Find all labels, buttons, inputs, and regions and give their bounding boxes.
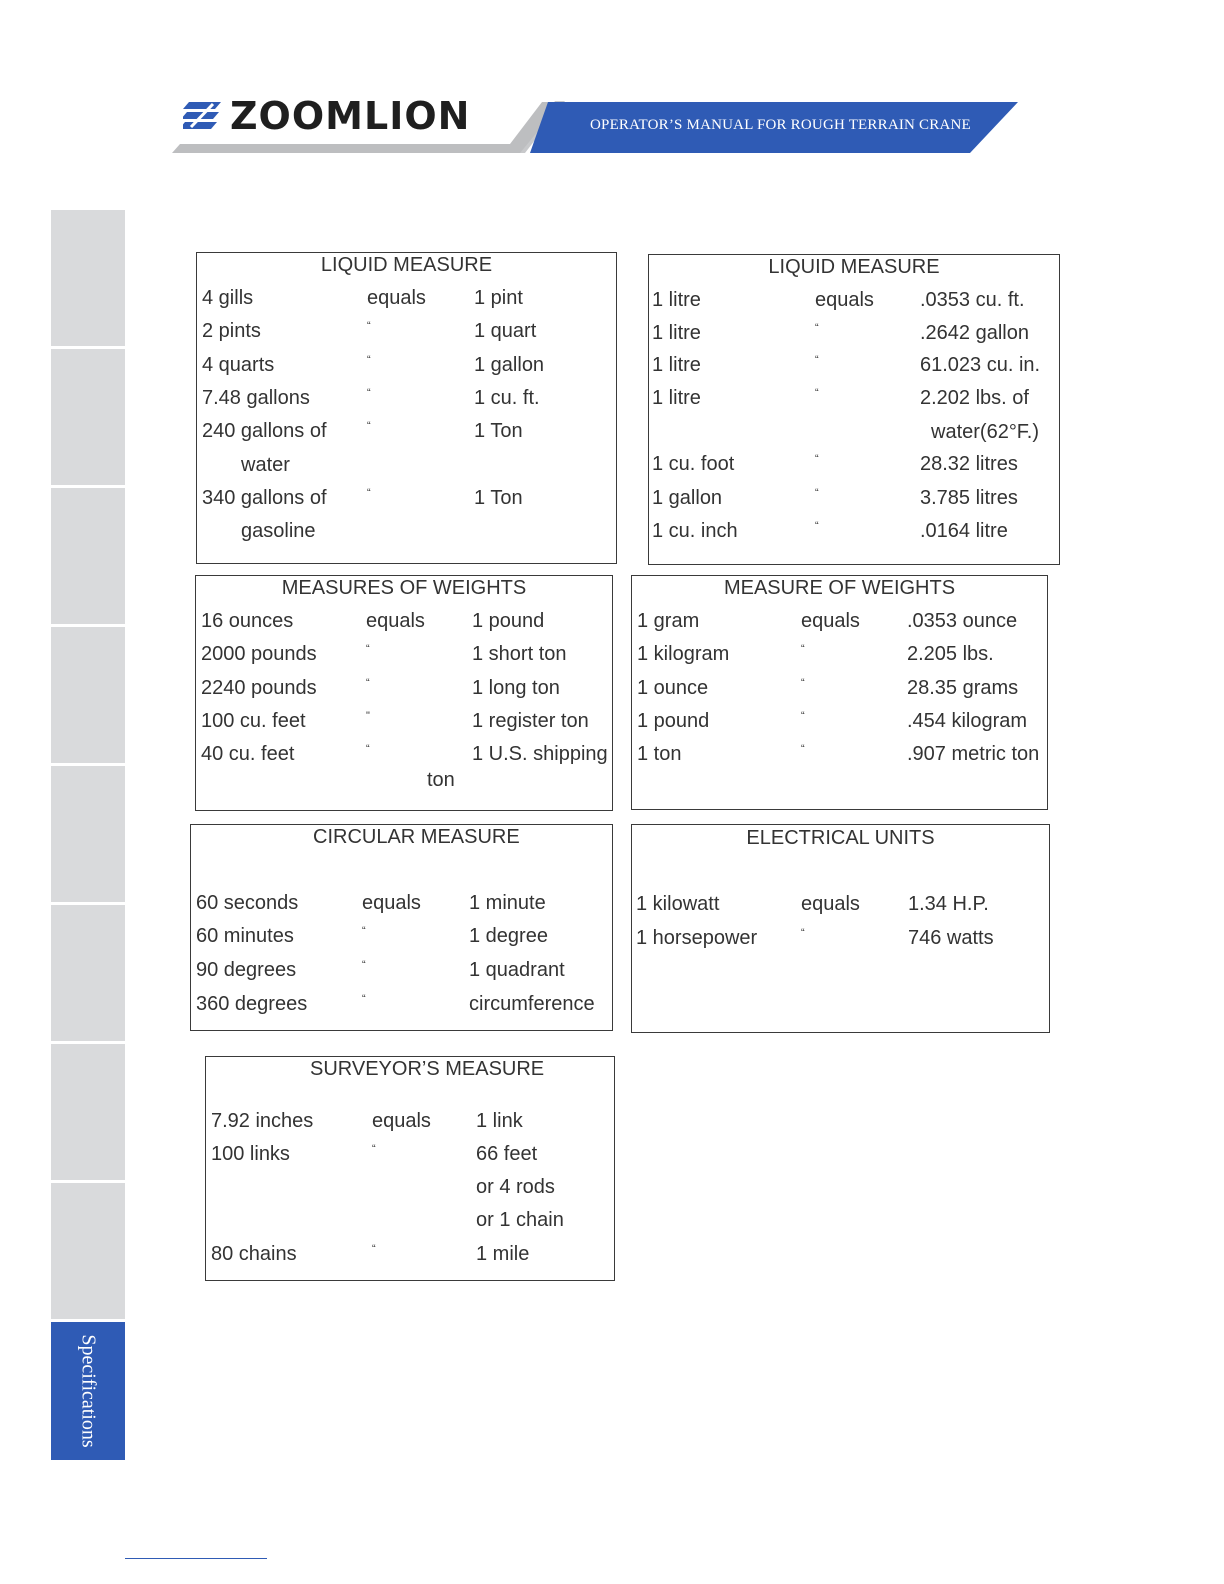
cell: 61.023 cu. in. — [920, 354, 1041, 376]
chapter-tab[interactable] — [51, 1044, 125, 1180]
cell: “ — [366, 743, 370, 755]
cell: water — [241, 454, 290, 476]
cell: or 1 chain — [476, 1209, 564, 1231]
cell: 7.48 gallons — [202, 387, 310, 409]
cell: 1 pint — [474, 287, 523, 309]
logo-text: ZOOMLION — [230, 94, 471, 138]
cell: 1 cu. ft. — [474, 387, 540, 409]
cell: .454 kilogram — [907, 710, 1028, 732]
cell: .0353 cu. ft. — [920, 289, 1025, 311]
cell: 1 short ton — [472, 643, 567, 665]
cell: 2 pints — [202, 320, 261, 342]
cell: “ — [372, 1143, 376, 1155]
cell: “ — [362, 925, 366, 937]
cell: “ — [815, 520, 819, 532]
cell: equals — [366, 610, 425, 632]
cell: 3.785 litres — [920, 487, 1018, 509]
cell: equals — [367, 287, 426, 309]
cell: .0353 ounce — [907, 610, 1018, 632]
cell: “ — [372, 1243, 376, 1255]
cell: gasoline — [241, 520, 316, 542]
cell: " — [366, 710, 370, 722]
cell: equals — [372, 1110, 431, 1132]
cell: “ — [367, 320, 371, 332]
cell: “ — [366, 677, 370, 689]
cell: 1 quadrant — [469, 959, 565, 981]
cell: “ — [367, 420, 371, 432]
cell: 40 cu. feet — [201, 743, 295, 765]
cell: “ — [801, 743, 805, 755]
chapter-tab-label: Specifications — [77, 1334, 100, 1448]
cell: 1 link — [476, 1110, 523, 1132]
cell: equals — [801, 610, 860, 632]
cell: 1 pound — [637, 710, 710, 732]
cell: water(62°F.) — [931, 421, 1040, 443]
cell: “ — [366, 643, 370, 655]
footer-rule — [125, 1558, 267, 1559]
cell: 1 Ton — [474, 487, 523, 509]
table-title: LIQUID MEASURE — [768, 256, 940, 278]
cell: equals — [362, 892, 421, 914]
cell: 2.205 lbs. — [907, 643, 994, 665]
chapter-tab[interactable] — [51, 766, 125, 902]
cell: 1 horsepower — [636, 927, 758, 949]
zoomlion-logo-icon — [183, 100, 223, 132]
cell: 1 cu. foot — [652, 453, 735, 475]
cell: 1.34 H.P. — [908, 893, 989, 915]
cell: “ — [815, 387, 819, 399]
cell: 7.92 inches — [211, 1110, 314, 1132]
table-title: MEASURES OF WEIGHTS — [281, 577, 527, 599]
cell: “ — [801, 677, 805, 689]
manual-title: OPERATOR’S MANUAL FOR ROUGH TERRAIN CRANE — [590, 117, 971, 133]
cell: equals — [815, 289, 874, 311]
cell: 16 ounces — [201, 610, 294, 632]
cell: 100 cu. feet — [201, 710, 306, 732]
chapter-tab[interactable] — [51, 905, 125, 1041]
cell: 1 cu. inch — [652, 520, 738, 542]
cell: 4 gills — [202, 287, 254, 309]
cell: .0164 litre — [920, 520, 1008, 542]
cell: “ — [367, 487, 371, 499]
table-title: LIQUID MEASURE — [320, 254, 493, 276]
cell: 2000 pounds — [201, 643, 317, 665]
cell: 1 litre — [652, 289, 701, 311]
cell: 360 degrees — [196, 993, 308, 1015]
cell: 1 pound — [472, 610, 545, 632]
table-title: CIRCULAR MEASURE — [313, 826, 520, 848]
cell: 1 U.S. shipping — [472, 743, 608, 765]
chapter-tab-specifications[interactable] — [51, 1322, 125, 1460]
cell: 1 degree — [469, 925, 548, 947]
cell: equals — [801, 893, 860, 915]
cell: 1 gram — [637, 610, 700, 632]
cell: 1 kilowatt — [636, 893, 720, 915]
cell: 4 quarts — [202, 354, 275, 376]
cell: 60 seconds — [196, 892, 299, 914]
cell: “ — [815, 453, 819, 465]
cell: 340 gallons of — [202, 487, 327, 509]
cell: 1 gallon — [652, 487, 723, 509]
cell: 1 gallon — [474, 354, 545, 376]
cell: “ — [815, 487, 819, 499]
cell: 1 ton — [637, 743, 682, 765]
table-title: ELECTRICAL UNITS — [746, 827, 935, 849]
cell: 1 minute — [469, 892, 546, 914]
table-title: MEASURE OF WEIGHTS — [723, 577, 956, 599]
cell: “ — [367, 387, 371, 399]
chapter-tab[interactable] — [51, 1183, 125, 1319]
cell: “ — [367, 354, 371, 366]
cell: ton — [427, 769, 455, 791]
cell: “ — [815, 354, 819, 366]
cell: 1 quart — [474, 320, 537, 342]
cell: 2240 pounds — [201, 677, 317, 699]
cell: .907 metric ton — [907, 743, 1040, 765]
cell: 66 feet — [476, 1143, 538, 1165]
cell: “ — [801, 927, 805, 939]
cell: 1 Ton — [474, 420, 523, 442]
cell: 28.32 litres — [920, 453, 1018, 475]
chapter-tabs — [51, 210, 125, 1463]
cell: circumference — [469, 993, 595, 1015]
cell: “ — [801, 643, 805, 655]
chapter-tab[interactable] — [51, 488, 125, 624]
cell: 90 degrees — [196, 959, 297, 981]
cell: “ — [362, 993, 366, 1005]
table-title: SURVEYOR’S MEASURE — [310, 1058, 545, 1080]
cell: 746 watts — [908, 927, 994, 949]
cell: 1 register ton — [472, 710, 589, 732]
cell: or 4 rods — [476, 1176, 555, 1198]
cell: 1 ounce — [637, 677, 709, 699]
cell: 1 litre — [652, 354, 701, 376]
cell: “ — [801, 710, 805, 722]
chapter-tab[interactable] — [51, 627, 125, 763]
cell: 100 links — [211, 1143, 290, 1165]
cell: 240 gallons of — [202, 420, 327, 442]
cell: 1 kilogram — [637, 643, 730, 665]
cell: 1 long ton — [472, 677, 560, 699]
cell: “ — [815, 322, 819, 334]
cell: 2.202 lbs. of — [920, 387, 1029, 409]
cell: 1 litre — [652, 387, 701, 409]
chapter-tab[interactable] — [51, 349, 125, 485]
cell: 80 chains — [211, 1243, 297, 1265]
cell: .2642 gallon — [920, 322, 1029, 344]
chapter-tab[interactable] — [51, 210, 125, 346]
cell: 1 mile — [476, 1243, 530, 1265]
cell: 60 minutes — [196, 925, 294, 947]
cell: 1 litre — [652, 322, 701, 344]
cell: “ — [362, 959, 366, 971]
cell: 28.35 grams — [907, 677, 1019, 699]
